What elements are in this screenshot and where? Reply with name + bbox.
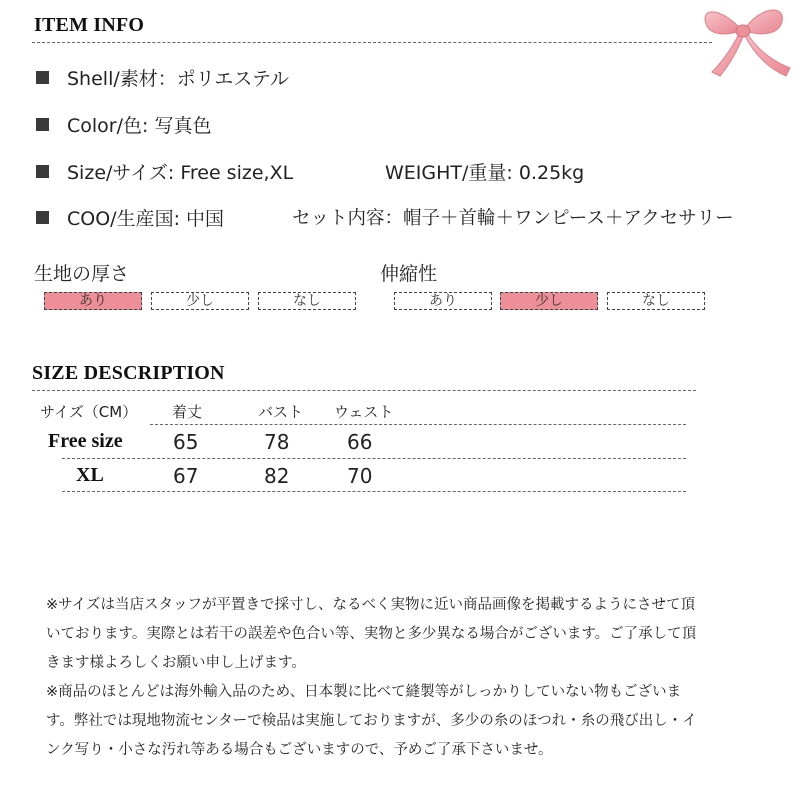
size-description-divider	[32, 390, 696, 391]
stretch-option-nashi: なし	[607, 292, 705, 310]
info-color-text: Color/色: 写真色	[67, 115, 212, 137]
size-table-line	[62, 458, 686, 459]
size-col-header-size: サイズ（CM）	[40, 403, 138, 421]
item-info-heading: ITEM INFO	[34, 14, 145, 36]
info-weight-text: WEIGHT/重量: 0.25kg	[385, 162, 585, 184]
thickness-label: 生地の厚さ	[34, 263, 130, 285]
info-row-coo	[36, 204, 224, 231]
size-xl-length: 67	[173, 464, 199, 488]
item-info-divider	[32, 42, 712, 43]
size-col-header-length: 着丈	[172, 403, 203, 421]
info-coo-text: COO/生産国: 中国	[67, 208, 225, 230]
stretch-label: 伸縮性	[380, 263, 438, 285]
size-free-waist: 66	[347, 430, 373, 454]
info-row-color	[36, 111, 211, 138]
size-row-label-free: Free size	[48, 430, 123, 452]
bullet-square-icon	[36, 165, 49, 178]
size-free-length: 65	[173, 430, 199, 454]
note-import-quality: ※商品のほとんどは海外輸入品のため、日本製に比べて縫製等がしっかりしていない物もございます。弊社では現地物流センターで検品は実施しておりますが、多少の糸のほつれ・糸の飛び出し・インク写り・小さな汚れ等ある場合もございますので、予めご了承下さいませ。	[46, 684, 697, 758]
bullet-square-icon	[36, 211, 49, 224]
size-col-header-bust: バスト	[258, 403, 304, 421]
size-free-bust: 78	[264, 430, 290, 454]
size-row-label-xl: XL	[76, 464, 104, 486]
size-xl-bust: 82	[264, 464, 290, 488]
stretch-option-sukoshi: 少し	[500, 292, 598, 310]
info-set-contents-text: セット内容：帽子＋首輪＋ワンピース＋アクセサリー	[292, 208, 734, 229]
info-shell-text: Shell/素材：ポリエステル	[67, 68, 290, 90]
bullet-square-icon	[36, 71, 49, 84]
size-table-line	[62, 491, 686, 492]
info-row-size	[36, 158, 293, 185]
size-description-heading: SIZE DESCRIPTION	[32, 362, 225, 384]
stretch-option-ari: あり	[394, 292, 492, 310]
pink-bow-icon	[682, 0, 800, 92]
size-col-header-waist: ウェスト	[334, 403, 394, 421]
thickness-option-nashi: なし	[258, 292, 356, 310]
thickness-option-ari: あり	[44, 292, 142, 310]
note-measurement: ※サイズは当店スタッフが平置きで採寸し、なるべく実物に近い商品画像を掲載するようにさせて頂いております。実際とは若干の誤差や色合い等、実物と多少異なる場合がございます。ご了承して頂きます様よろしくお願い申し上げます。	[46, 597, 697, 671]
info-row-shell	[36, 64, 289, 91]
size-xl-waist: 70	[347, 464, 373, 488]
thickness-option-sukoshi: 少し	[151, 292, 249, 310]
notes-block	[46, 591, 706, 765]
size-table-line	[150, 424, 686, 425]
info-size-text: Size/サイズ: Free size,XL	[67, 162, 294, 184]
bullet-square-icon	[36, 118, 49, 131]
